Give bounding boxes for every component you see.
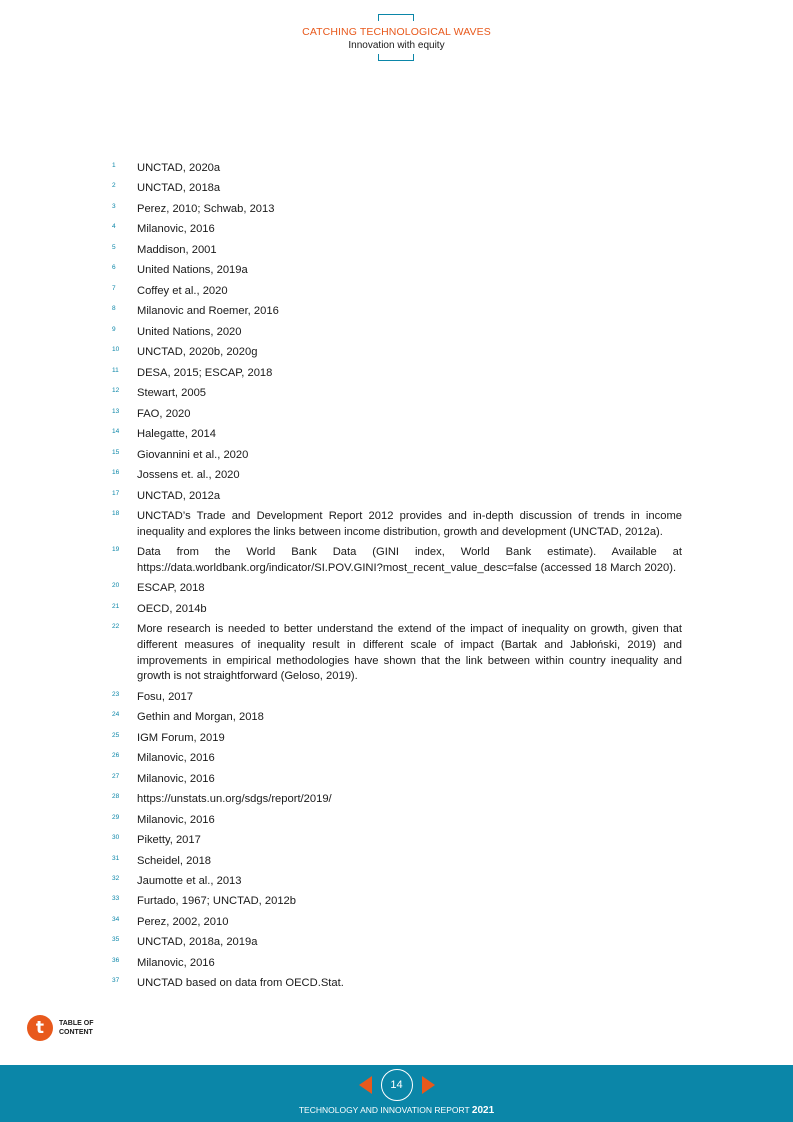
endnote-number: 7 xyxy=(112,284,116,292)
endnote-number: 4 xyxy=(112,223,116,231)
endnote-item xyxy=(112,874,682,890)
endnote-text: Jaumotte et al., 2013 xyxy=(137,874,242,887)
endnote-text: Milanovic, 2016 xyxy=(137,813,215,826)
endnote-text: More research is needed to better understand the extend of the impact of inequality on growth, given that different measures of inequality result in different scale of impact (Bartak and Jabłoński, 2019) and improvements in empirical methodologies have shown that the link between within country inequality and growth is not straightforward (Geloso, 2019). xyxy=(137,623,682,683)
endnote-number: 10 xyxy=(112,346,120,354)
endnote-item xyxy=(112,894,682,910)
endnote-number: 23 xyxy=(112,690,120,698)
endnote-text: United Nations, 2019a xyxy=(137,264,248,277)
endnote-text: DESA, 2015; ESCAP, 2018 xyxy=(137,366,273,379)
endnote-number: 36 xyxy=(112,956,120,964)
endnote-number: 32 xyxy=(112,874,120,882)
endnote-item xyxy=(112,813,682,829)
endnote-item xyxy=(112,366,682,382)
pager xyxy=(0,1069,793,1101)
endnote-text: Fosu, 2017 xyxy=(137,690,193,703)
endnote-text: Milanovic, 2016 xyxy=(137,223,215,236)
footer-report-title xyxy=(0,1105,793,1116)
endnote-number: 11 xyxy=(112,366,119,374)
endnote-number: 16 xyxy=(112,469,120,477)
endnote-text: UNCTAD, 2018a, 2019a xyxy=(137,936,258,949)
endnote-number: 19 xyxy=(112,546,120,554)
toc-label-line1: TABLE OF xyxy=(59,1020,94,1027)
endnote-number: 22 xyxy=(112,623,120,631)
endnote-item xyxy=(112,710,682,726)
endnote-text: Data from the World Bank Data (GINI index, World Bank estimate). Available at https://data.worldbank.org/indicator/SI.POV.GINI?most_recent_value_desc=false (accessed 18 March 2020). xyxy=(137,546,682,574)
endnote-item xyxy=(112,243,682,259)
endnote-text: UNCTAD, 2018a xyxy=(137,182,221,195)
endnote-item xyxy=(112,751,682,767)
endnote-text: UNCTAD’s Trade and Development Report 2012 provides and in-depth discussion of trends in income inequality and explores the links between income distribution, growth and development (UNCTAD, 2012a). xyxy=(137,510,682,538)
page-footer xyxy=(0,1065,793,1122)
endnote-item xyxy=(112,263,682,279)
endnote-number: 24 xyxy=(112,711,120,719)
endnote-number: 30 xyxy=(112,834,120,842)
header-bracket-top xyxy=(378,14,414,21)
next-page-arrow-icon[interactable] xyxy=(422,1076,435,1094)
endnote-number: 2 xyxy=(112,182,116,190)
endnote-number: 34 xyxy=(112,915,120,923)
endnote-text: Milanovic, 2016 xyxy=(137,956,215,969)
endnote-item xyxy=(112,602,682,618)
endnote-number: 33 xyxy=(112,895,120,903)
endnotes-list xyxy=(112,161,682,997)
endnote-number: 29 xyxy=(112,813,120,821)
endnote-text: ESCAP, 2018 xyxy=(137,582,205,595)
endnote-text: https://unstats.un.org/sdgs/report/2019/ xyxy=(137,793,332,806)
toc-label-line2: CONTENT xyxy=(59,1029,93,1036)
endnote-text: FAO, 2020 xyxy=(137,407,191,420)
endnote-number: 27 xyxy=(112,772,120,780)
endnote-number: 20 xyxy=(112,582,120,590)
endnote-item xyxy=(112,731,682,747)
endnote-number: 8 xyxy=(112,305,116,313)
header-bracket-bottom xyxy=(378,54,414,61)
endnote-item xyxy=(112,489,682,505)
endnote-item xyxy=(112,202,682,218)
endnote-text: Giovannini et al., 2020 xyxy=(137,448,249,461)
endnote-item xyxy=(112,509,682,540)
endnote-text: Stewart, 2005 xyxy=(137,387,207,400)
endnote-item xyxy=(112,935,682,951)
endnote-text: OECD, 2014b xyxy=(137,602,207,615)
endnote-text: Jossens et. al., 2020 xyxy=(137,469,240,482)
endnote-text: Piketty, 2017 xyxy=(137,834,201,847)
endnote-number: 28 xyxy=(112,793,120,801)
endnote-number: 13 xyxy=(112,407,120,415)
endnote-text: Perez, 2002, 2010 xyxy=(137,915,229,928)
endnote-number: 37 xyxy=(112,977,120,985)
endnote-item xyxy=(112,468,682,484)
endnote-item xyxy=(112,386,682,402)
endnote-item xyxy=(112,772,682,788)
footer-report-name: TECHNOLOGY AND INNOVATION REPORT xyxy=(298,1105,470,1115)
endnote-text: Coffey et al., 2020 xyxy=(137,284,228,297)
table-of-content-link[interactable] xyxy=(27,1015,109,1041)
endnote-number: 1 xyxy=(112,162,116,169)
endnote-number: 9 xyxy=(112,325,116,333)
endnote-item xyxy=(112,622,682,684)
endnote-text: Maddison, 2001 xyxy=(137,243,217,256)
endnote-item xyxy=(112,792,682,808)
endnote-item xyxy=(112,545,682,576)
endnote-text: UNCTAD, 2020a xyxy=(137,162,221,174)
endnote-item xyxy=(112,915,682,931)
header-subtitle: Innovation with equity xyxy=(348,40,445,51)
endnote-text: Perez, 2010; Schwab, 2013 xyxy=(137,202,275,215)
endnote-text: Milanovic, 2016 xyxy=(137,752,215,765)
endnote-item xyxy=(112,976,682,992)
toc-t-icon[interactable]: t xyxy=(27,1015,53,1041)
endnote-item xyxy=(112,407,682,423)
endnote-item xyxy=(112,833,682,849)
endnote-number: 35 xyxy=(112,936,120,944)
endnote-number: 15 xyxy=(112,448,120,456)
endnote-item xyxy=(112,325,682,341)
endnote-item xyxy=(112,956,682,972)
endnote-number: 14 xyxy=(112,428,120,436)
footer-report-year: 2021 xyxy=(471,1105,495,1116)
page-number: 14 xyxy=(381,1069,413,1101)
endnote-item xyxy=(112,448,682,464)
endnote-number: 21 xyxy=(112,602,120,610)
endnote-item xyxy=(112,161,682,177)
endnote-number: 3 xyxy=(112,202,116,210)
header-title: CATCHING TECHNOLOGICAL WAVES xyxy=(302,26,491,38)
endnote-item xyxy=(112,345,682,361)
endnote-number: 31 xyxy=(112,854,120,862)
endnote-number: 18 xyxy=(112,510,120,518)
endnote-text: UNCTAD, 2012a xyxy=(137,489,221,502)
endnote-item xyxy=(112,427,682,443)
endnote-item xyxy=(112,854,682,870)
endnote-item xyxy=(112,222,682,238)
endnote-number: 12 xyxy=(112,387,120,395)
endnote-item xyxy=(112,690,682,706)
endnote-item xyxy=(112,304,682,320)
endnote-item xyxy=(112,181,682,197)
endnote-item xyxy=(112,581,682,597)
endnote-text: IGM Forum, 2019 xyxy=(137,731,225,744)
endnote-number: 26 xyxy=(112,752,120,760)
toc-label[interactable] xyxy=(59,1019,109,1037)
endnote-text: Milanovic and Roemer, 2016 xyxy=(137,305,279,318)
endnote-text: UNCTAD, 2020b, 2020g xyxy=(137,346,258,359)
endnote-number: 17 xyxy=(112,489,120,497)
previous-page-arrow-icon[interactable] xyxy=(359,1076,372,1094)
endnote-number: 6 xyxy=(112,264,116,272)
endnote-text: Furtado, 1967; UNCTAD, 2012b xyxy=(137,895,296,908)
endnote-text: UNCTAD based on data from OECD.Stat. xyxy=(137,977,344,990)
endnote-text: Scheidel, 2018 xyxy=(137,854,212,867)
endnote-text: Halegatte, 2014 xyxy=(137,428,216,441)
endnote-text: Milanovic, 2016 xyxy=(137,772,215,785)
endnote-number: 25 xyxy=(112,731,120,739)
endnote-text: Gethin and Morgan, 2018 xyxy=(137,711,264,724)
endnote-text: United Nations, 2020 xyxy=(137,325,242,338)
endnote-number: 5 xyxy=(112,243,116,251)
endnote-item xyxy=(112,284,682,300)
